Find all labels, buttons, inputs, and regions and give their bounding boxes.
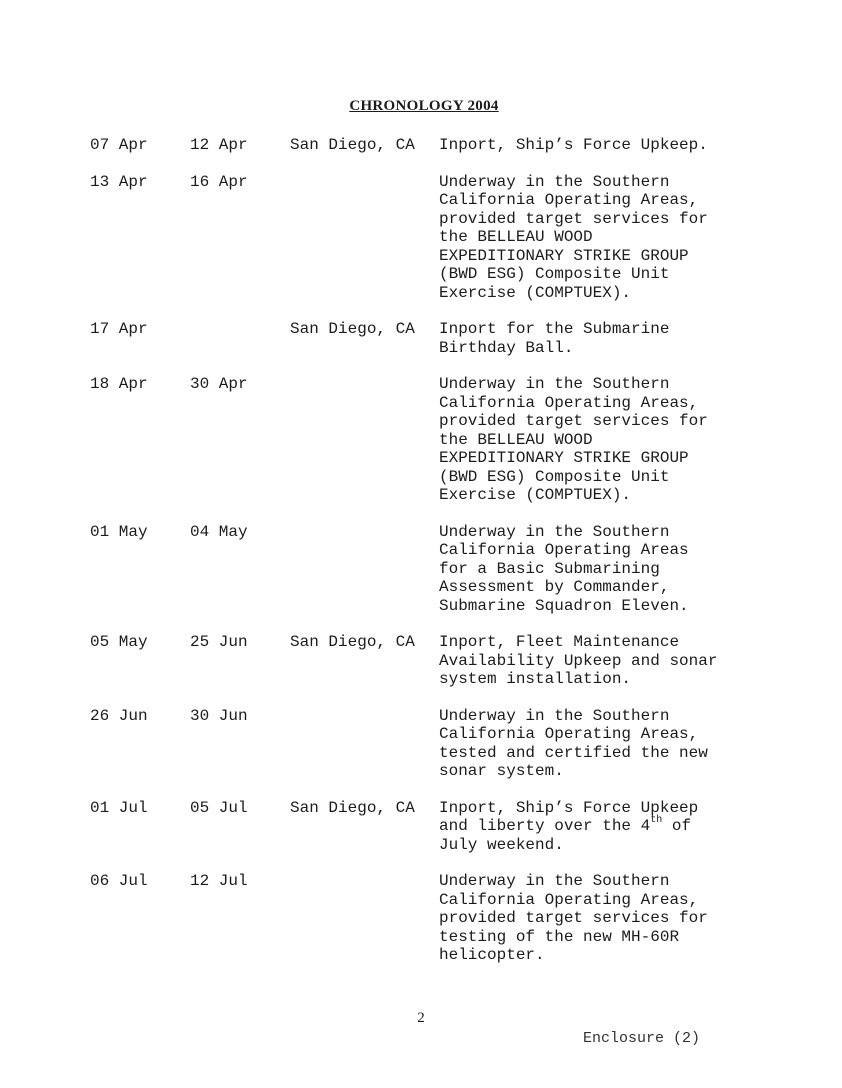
entry-start-date: 26 Jun <box>90 706 148 725</box>
chronology-entry <box>0 375 842 505</box>
entry-description: Underway in the Southern California Operating Areas, provided target services for the BELLEAU WOOD EXPEDITIONARY STRIKE GROUP (BWD ESG) Composite Unit Exercise (COMPTUEX). <box>439 375 708 504</box>
document-title <box>0 98 842 115</box>
entry-end-date: 30 Jun <box>190 706 248 725</box>
entry-start-date: 18 Apr <box>90 375 148 393</box>
entry-description: Underway in the Southern California Operating Areas, provided target services for testing of the new MH-60R helicopter. <box>439 872 708 964</box>
chronology-list <box>0 136 842 983</box>
entry-location: San Diego, CA <box>290 136 415 154</box>
entry-description: Underway in the Southern California Operating Areas, provided target services for the BELLEAU WOOD EXPEDITIONARY STRIKE GROUP (BWD ESG) Composite Unit Exercise (COMPTUEX). <box>439 172 708 302</box>
entry-end-date: 05 Jul <box>190 798 248 817</box>
chronology-entry <box>0 320 842 357</box>
entry-end-date: 16 Apr <box>190 172 248 191</box>
enclosure-label: Enclosure (2) <box>583 1030 701 1047</box>
chronology-entry <box>0 633 842 689</box>
entry-start-date: 17 Apr <box>90 320 148 338</box>
entry-description-text: of July weekend. <box>439 817 692 854</box>
entry-start-date: 01 Jul <box>90 798 148 817</box>
entry-end-date: 04 May <box>190 522 248 541</box>
entry-start-date: 06 Jul <box>90 872 148 890</box>
entry-start-date: 05 May <box>90 633 148 651</box>
page-number: 2 <box>417 1010 425 1026</box>
entry-description: Inport for the Submarine Birthday Ball. <box>439 320 670 357</box>
entry-end-date: 30 Apr <box>190 375 248 393</box>
chronology-entry <box>0 799 842 855</box>
chronology-entry <box>0 707 842 781</box>
entry-location: San Diego, CA <box>290 633 415 651</box>
document-title-text: CHRONOLOGY 2004 <box>349 98 499 114</box>
chronology-entry <box>0 872 842 965</box>
entry-end-date: 12 Jul <box>190 872 248 890</box>
chronology-entry <box>0 136 842 155</box>
chronology-entry <box>0 523 842 616</box>
entry-description: Inport, Fleet Maintenance Availability Upkeep and sonar system installation. <box>439 633 718 688</box>
ordinal-suffix: th <box>650 814 663 826</box>
entry-description <box>439 799 842 855</box>
entry-start-date: 01 May <box>90 522 148 541</box>
entry-location: San Diego, CA <box>290 798 415 817</box>
entry-description: Underway in the Southern California Operating Areas for a Basic Submarining Assessment by Commander, Submarine Squadron Eleven. <box>439 522 689 615</box>
entry-end-date: 12 Apr <box>190 136 248 154</box>
entry-start-date: 07 Apr <box>90 136 148 154</box>
entry-description: Underway in the Southern California Operating Areas, tested and certified the new sonar system. <box>439 706 708 780</box>
chronology-entry <box>0 173 842 303</box>
entry-location: San Diego, CA <box>290 320 415 338</box>
entry-description: Inport, Ship’s Force Upkeep. <box>439 136 708 154</box>
entry-description-text: Inport, Ship’s Force Upkeep and liberty over the 4 <box>439 798 699 835</box>
entry-end-date: 25 Jun <box>190 633 248 651</box>
entry-start-date: 13 Apr <box>90 172 148 191</box>
